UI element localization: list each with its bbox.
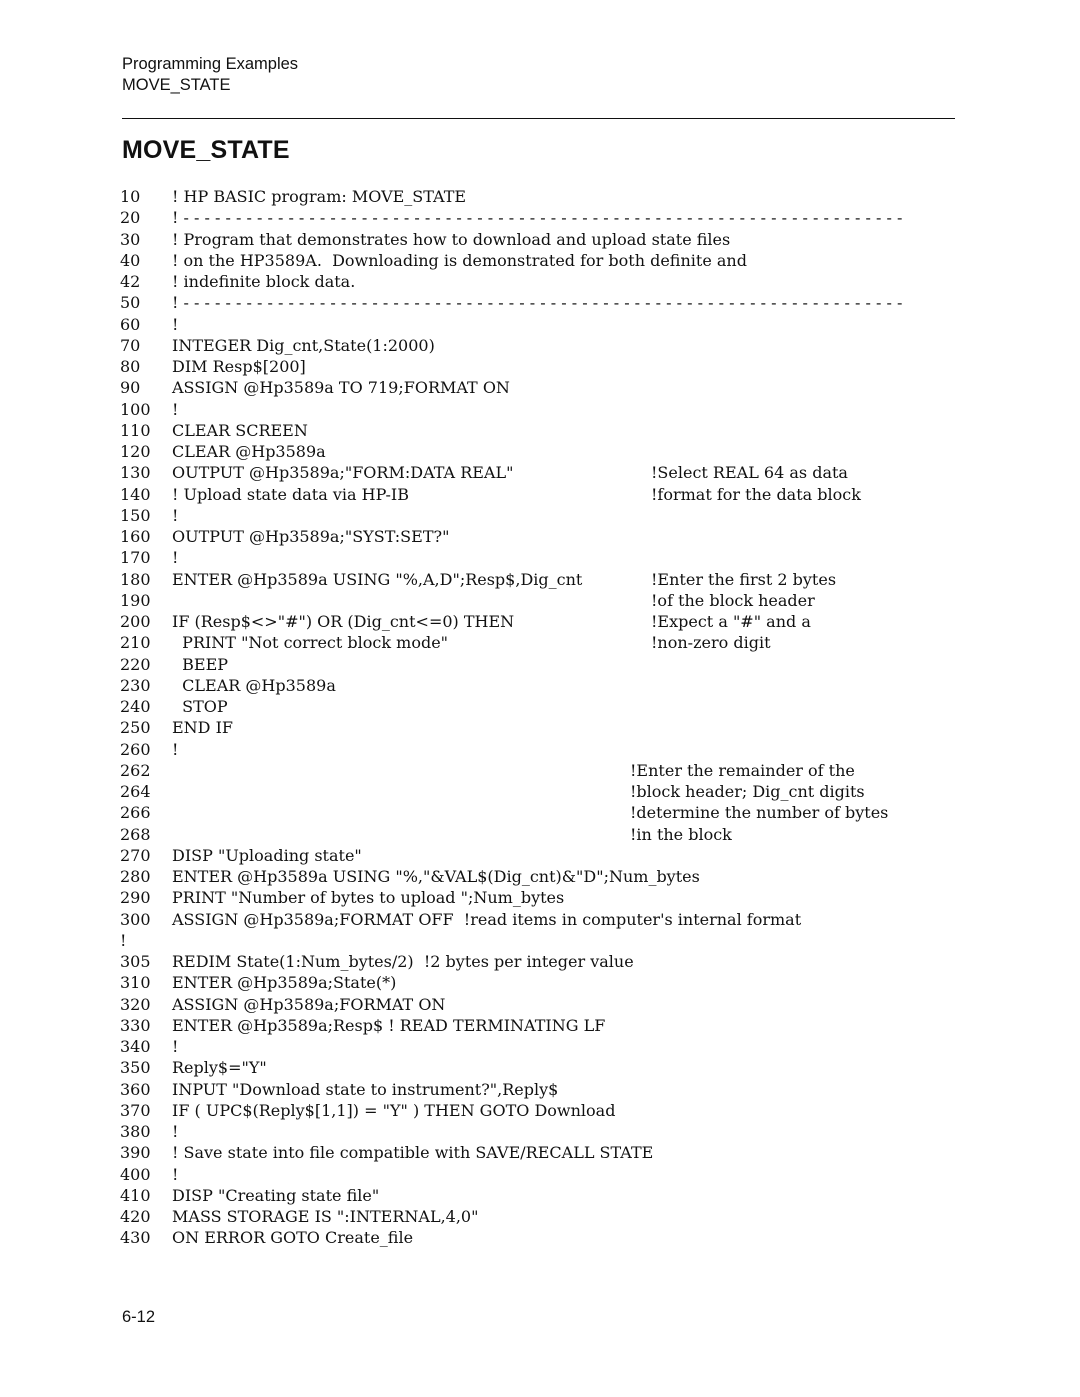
code-line <box>0 271 1080 292</box>
header-section: Programming Examples <box>122 55 299 73</box>
line-number: 305 <box>120 952 151 971</box>
line-number: 100 <box>120 399 151 419</box>
code-line <box>0 696 1080 717</box>
code-line <box>0 951 1080 972</box>
line-number: 10 <box>120 187 141 206</box>
code-line <box>0 250 1080 271</box>
code-line <box>0 441 1080 462</box>
code-line <box>0 1100 1080 1121</box>
line-number: 20 <box>120 208 141 228</box>
code-text: ! <box>172 399 179 419</box>
code-listing <box>0 186 1080 1249</box>
code-comment: !determine the number of bytes <box>630 803 889 823</box>
code-text: CLEAR @Hp3589a <box>172 442 326 461</box>
code-line <box>0 1185 1080 1206</box>
code-line <box>0 802 1080 823</box>
code-text: OUTPUT @Hp3589a;"SYST:SET?" <box>172 527 450 546</box>
code-comment: !in the block <box>630 824 732 844</box>
code-text: ASSIGN @Hp3589a;FORMAT ON <box>172 994 446 1014</box>
code-text: ENTER @Hp3589a;Resp$ ! READ TERMINATING LF <box>172 1015 606 1035</box>
code-text: ENTER @Hp3589a USING "%,A,D";Resp$,Dig_cnt <box>172 569 583 589</box>
line-number: 230 <box>120 675 151 695</box>
code-text: STOP <box>172 697 228 716</box>
line-number: ! <box>120 930 127 950</box>
line-number: 268 <box>120 824 151 844</box>
code-text: ! Save state into file compatible with SAVE/RECALL STATE <box>172 1143 654 1163</box>
code-line <box>0 760 1080 781</box>
code-text: REDIM State(1:Num_bytes/2) !2 bytes per integer value <box>172 952 634 971</box>
code-line <box>0 1206 1080 1227</box>
line-number: 42 <box>120 272 141 291</box>
code-line <box>0 781 1080 802</box>
code-line <box>0 292 1080 313</box>
code-comment: !block header; Dig_cnt digits <box>630 782 865 801</box>
line-number: 80 <box>120 357 141 376</box>
line-number: 130 <box>120 463 151 483</box>
code-text: IF ( UPC$(Reply$[1,1]) = "Y" ) THEN GOTO Download <box>172 1100 616 1120</box>
page-title: MOVE_STATE <box>122 136 290 164</box>
code-comment: !of the block header <box>651 590 815 610</box>
code-line <box>0 590 1080 611</box>
line-number: 120 <box>120 442 151 461</box>
code-line <box>0 611 1080 632</box>
code-line <box>0 675 1080 696</box>
code-text: PRINT "Number of bytes to upload ";Num_bytes <box>172 888 565 908</box>
code-line <box>0 654 1080 675</box>
code-line <box>0 845 1080 866</box>
line-number: 410 <box>120 1185 151 1205</box>
code-line <box>0 717 1080 738</box>
line-number: 400 <box>120 1164 151 1184</box>
line-number: 390 <box>120 1143 151 1163</box>
code-line <box>0 887 1080 908</box>
header-rule <box>122 118 955 119</box>
line-number: 190 <box>120 590 151 610</box>
code-text: PRINT "Not correct block mode" <box>172 633 449 653</box>
code-text: OUTPUT @Hp3589a;"FORM:DATA REAL" <box>172 463 514 483</box>
code-text: DISP "Creating state file" <box>172 1185 380 1205</box>
line-number: 264 <box>120 782 151 801</box>
code-line <box>0 972 1080 993</box>
code-line <box>0 526 1080 547</box>
code-text: ! HP BASIC program: MOVE_STATE <box>172 187 467 206</box>
line-number: 70 <box>120 335 141 355</box>
code-line <box>0 356 1080 377</box>
code-line <box>0 1015 1080 1036</box>
code-text: ASSIGN @Hp3589a;FORMAT OFF !read items in computer's internal format <box>172 909 802 929</box>
separator-comment: ! - - - - - - - - - - - - - - - - - - - - - - - - - - - - - - - - - - - - - - - - - - - - - - - - - - - - - - - - - - - - - - - - - - - - - <box>172 208 903 228</box>
code-text: ! <box>172 314 179 334</box>
code-line <box>0 1164 1080 1185</box>
line-number: 430 <box>120 1228 151 1248</box>
code-text: ! <box>172 1164 179 1184</box>
code-line <box>0 824 1080 845</box>
code-comment: !Expect a "#" and a <box>651 612 811 631</box>
code-line <box>0 994 1080 1015</box>
code-comment: !non-zero digit <box>651 633 771 653</box>
code-line <box>0 314 1080 335</box>
running-header <box>122 54 298 96</box>
page-number: 6-12 <box>122 1308 156 1326</box>
code-text: ASSIGN @Hp3589a TO 719;FORMAT ON <box>172 378 510 398</box>
line-number: 150 <box>120 505 151 525</box>
code-text: ON ERROR GOTO Create_file <box>172 1228 414 1248</box>
line-number: 360 <box>120 1079 151 1099</box>
line-number: 310 <box>120 973 151 993</box>
line-number: 200 <box>120 612 151 631</box>
line-number: 266 <box>120 803 151 823</box>
code-line <box>0 377 1080 398</box>
code-text: Reply$="Y" <box>172 1058 267 1078</box>
code-text: IF (Resp$<>"#") OR (Dig_cnt<=0) THEN <box>172 612 515 631</box>
code-text: ! <box>172 739 179 759</box>
line-number: 262 <box>120 760 151 780</box>
line-number: 340 <box>120 1037 151 1056</box>
header-subsection: MOVE_STATE <box>122 76 231 94</box>
line-number: 370 <box>120 1100 151 1120</box>
code-line <box>0 399 1080 420</box>
line-number: 110 <box>120 420 151 440</box>
code-line <box>0 462 1080 483</box>
line-number: 330 <box>120 1015 151 1035</box>
code-line <box>0 1057 1080 1078</box>
code-text: ! <box>172 1122 179 1141</box>
line-number: 30 <box>120 229 141 249</box>
code-text: CLEAR @Hp3589a <box>172 675 336 695</box>
code-line <box>0 1227 1080 1248</box>
code-line <box>0 207 1080 228</box>
line-number: 160 <box>120 527 151 546</box>
line-number: 380 <box>120 1122 151 1141</box>
code-line <box>0 420 1080 441</box>
code-line <box>0 569 1080 590</box>
code-line <box>0 1142 1080 1163</box>
separator-comment: ! - - - - - - - - - - - - - - - - - - - - - - - - - - - - - - - - - - - - - - - - - - - - - - - - - - - - - - - - - - - - - - - - - - - - - <box>172 293 903 313</box>
line-number: 140 <box>120 484 151 504</box>
code-comment: !format for the data block <box>651 484 861 504</box>
code-line <box>0 229 1080 250</box>
line-number: 220 <box>120 654 151 674</box>
code-text: BEEP <box>172 654 229 674</box>
code-text: ! on the HP3589A. Downloading is demonstrated for both definite and <box>172 250 747 270</box>
line-number: 300 <box>120 909 151 929</box>
code-text: MASS STORAGE IS ":INTERNAL,4,0" <box>172 1207 479 1226</box>
code-line <box>0 186 1080 207</box>
code-line <box>0 335 1080 356</box>
code-text: INPUT "Download state to instrument?",Reply$ <box>172 1079 559 1099</box>
line-number: 250 <box>120 718 151 738</box>
code-line <box>0 866 1080 887</box>
code-text: ENTER @Hp3589a;State(*) <box>172 973 397 993</box>
code-line <box>0 739 1080 760</box>
code-line <box>0 930 1080 951</box>
line-number: 90 <box>120 378 141 398</box>
code-line <box>0 1121 1080 1142</box>
code-line <box>0 505 1080 526</box>
line-number: 350 <box>120 1058 151 1078</box>
code-text: INTEGER Dig_cnt,State(1:2000) <box>172 335 435 355</box>
code-text: ! <box>172 548 179 568</box>
code-text: DIM Resp$[200] <box>172 357 306 376</box>
code-line <box>0 632 1080 653</box>
line-number: 50 <box>120 293 141 313</box>
code-text: CLEAR SCREEN <box>172 420 308 440</box>
line-number: 260 <box>120 739 151 759</box>
code-text: ! indefinite block data. <box>172 272 356 291</box>
code-comment: !Select REAL 64 as data <box>651 463 848 483</box>
code-text: ! Program that demonstrates how to download and upload state files <box>172 229 731 249</box>
line-number: 240 <box>120 697 151 716</box>
code-comment: !Enter the first 2 bytes <box>651 569 837 589</box>
code-text: END IF <box>172 718 234 738</box>
line-number: 40 <box>120 250 141 270</box>
code-line <box>0 547 1080 568</box>
code-text: DISP "Uploading state" <box>172 845 362 865</box>
line-number: 270 <box>120 845 151 865</box>
line-number: 290 <box>120 888 151 908</box>
code-text: ! Upload state data via HP-IB <box>172 484 409 504</box>
line-number: 320 <box>120 994 151 1014</box>
line-number: 280 <box>120 867 151 886</box>
code-text: ENTER @Hp3589a USING "%,"&VAL$(Dig_cnt)&"D";Num_bytes <box>172 867 700 886</box>
line-number: 210 <box>120 633 151 653</box>
code-comment: !Enter the remainder of the <box>630 760 855 780</box>
line-number: 420 <box>120 1207 151 1226</box>
code-text: ! <box>172 1037 179 1056</box>
code-line <box>0 1036 1080 1057</box>
line-number: 60 <box>120 314 141 334</box>
code-line <box>0 1079 1080 1100</box>
line-number: 180 <box>120 569 151 589</box>
code-text: ! <box>172 505 179 525</box>
code-line <box>0 484 1080 505</box>
line-number: 170 <box>120 548 151 568</box>
code-line <box>0 909 1080 930</box>
